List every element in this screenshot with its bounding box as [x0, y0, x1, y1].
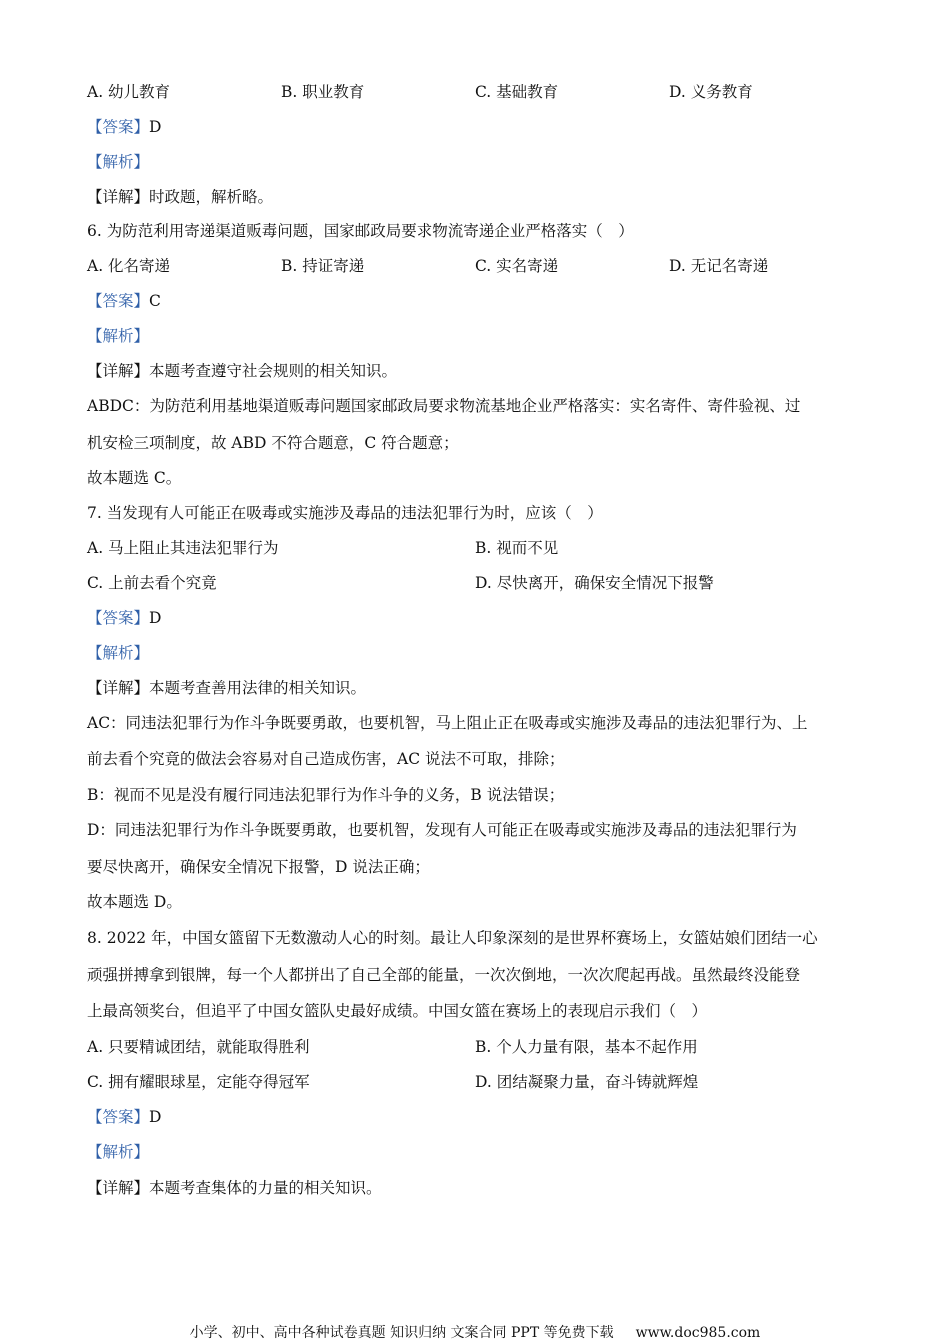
q6-option-c: C. 实名寄递 [475, 257, 559, 275]
q6-stem: 6. 为防范利用寄递渠道贩毒问题，国家邮政局要求物流寄递企业严格落实（ ） [87, 222, 634, 240]
q7-explain-line: B：视而不见是没有履行同违法犯罪行为作斗争的义务，B 说法错误； [87, 786, 565, 804]
detail-tag: 【详解】 [87, 362, 150, 380]
q6-explain-line: 机安检三项制度，故 ABD 不符合题意，C 符合题意； [87, 434, 459, 452]
answer-tag: 【答案】 [87, 118, 150, 136]
footer-text: 小学、初中、高中各种试卷真题 知识归纳 文案合同 PPT 等免费下载 [189, 1325, 614, 1341]
q7-explain-line: AC：同违法犯罪行为作斗争既要勇敢，也要机智，马上阻止正在吸毒或实施涉及毒品的违法犯罪行为、上 [87, 714, 808, 732]
detail-tag: 【详解】 [87, 1179, 150, 1197]
q8-analysis-tag: 【解析】 [87, 1143, 150, 1161]
q7-explain-line: D：同违法犯罪行为作斗争既要勇敢，也要机智，发现有人可能正在吸毒或实施涉及毒品的违法犯罪行为 [87, 821, 797, 839]
detail-tag: 【详解】 [87, 679, 150, 697]
detail-text: 本题考查善用法律的相关知识。 [149, 679, 367, 697]
q8-option-b: B. 个人力量有限，基本不起作用 [475, 1038, 698, 1056]
q8-stem-line: 8. 2022 年，中国女篮留下无数激动人心的时刻。最让人印象深刻的是世界杯赛场上，女篮姑娘们团结一心 [87, 929, 818, 947]
q7-option-b: B. 视而不见 [475, 539, 559, 557]
q6-detail [87, 359, 397, 383]
q7-option-c: C. 上前去看个究竟 [87, 574, 217, 592]
detail-text: 本题考查集体的力量的相关知识。 [149, 1179, 382, 1197]
q8-stem-line: 上最高领奖台，但追平了中国女篮队史最好成绩。中国女篮在赛场上的表现启示我们（ ） [87, 1002, 708, 1020]
q6-option-b: B. 持证寄递 [281, 257, 365, 275]
detail-text: 本题考查遵守社会规则的相关知识。 [149, 362, 398, 380]
q6-option-a: A. 化名寄递 [87, 257, 171, 275]
q7-option-d: D. 尽快离开，确保安全情况下报警 [475, 574, 714, 592]
q5-option-c: C. 基础教育 [475, 83, 559, 101]
q8-option-c: C. 拥有耀眼球星，定能夺得冠军 [87, 1073, 310, 1091]
answer-value: D [149, 118, 162, 136]
q5-option-b: B. 职业教育 [281, 83, 365, 101]
q7-explain-line: 要尽快离开，确保安全情况下报警，D 说法正确； [87, 858, 430, 876]
q7-explain-line: 前去看个究竟的做法会容易对自己造成伤害，AC 说法不可取，排除； [87, 750, 565, 768]
q8-stem-line: 顽强拼搏拿到银牌，每一个人都拼出了自己全部的能量，一次次倒地，一次次爬起再战。虽然最终没能登 [87, 966, 801, 984]
q5-option-a: A. 幼儿教育 [87, 83, 171, 101]
answer-value: D [149, 1108, 162, 1126]
page-footer [0, 1322, 950, 1342]
answer-tag: 【答案】 [87, 1108, 150, 1126]
q5-option-d: D. 义务教育 [669, 83, 753, 101]
q6-option-d: D. 无记名寄递 [669, 257, 769, 275]
detail-tag: 【详解】 [87, 188, 150, 206]
q8-option-a: A. 只要精诚团结，就能取得胜利 [87, 1038, 310, 1056]
q7-detail [87, 676, 366, 700]
q8-answer [87, 1105, 161, 1129]
detail-text: 时政题，解析略。 [149, 188, 274, 206]
q8-option-d: D. 团结凝聚力量，奋斗铸就辉煌 [475, 1073, 699, 1091]
q7-option-a: A. 马上阻止其违法犯罪行为 [87, 539, 279, 557]
answer-value: C [149, 292, 161, 310]
answer-tag: 【答案】 [87, 609, 150, 627]
q6-answer [87, 289, 161, 313]
q5-analysis-tag: 【解析】 [87, 153, 150, 171]
q7-analysis-tag: 【解析】 [87, 644, 150, 662]
answer-tag: 【答案】 [87, 292, 150, 310]
footer-url[interactable]: www.doc985.com [635, 1325, 761, 1341]
q6-explain-line: ABDC：为防范利用基地渠道贩毒问题国家邮政局要求物流基地企业严格落实：实名寄件、寄件验视、过 [87, 397, 801, 415]
q6-analysis-tag: 【解析】 [87, 327, 150, 345]
q8-detail [87, 1176, 382, 1200]
q7-stem: 7. 当发现有人可能正在吸毒或实施涉及毒品的违法犯罪行为时，应该（ ） [87, 504, 603, 522]
q5-answer [87, 115, 161, 139]
answer-value: D [149, 609, 162, 627]
q6-explain-line: 故本题选 C。 [87, 469, 182, 487]
q7-answer [87, 606, 161, 630]
q5-detail [87, 185, 273, 209]
q7-explain-line: 故本题选 D。 [87, 893, 182, 911]
